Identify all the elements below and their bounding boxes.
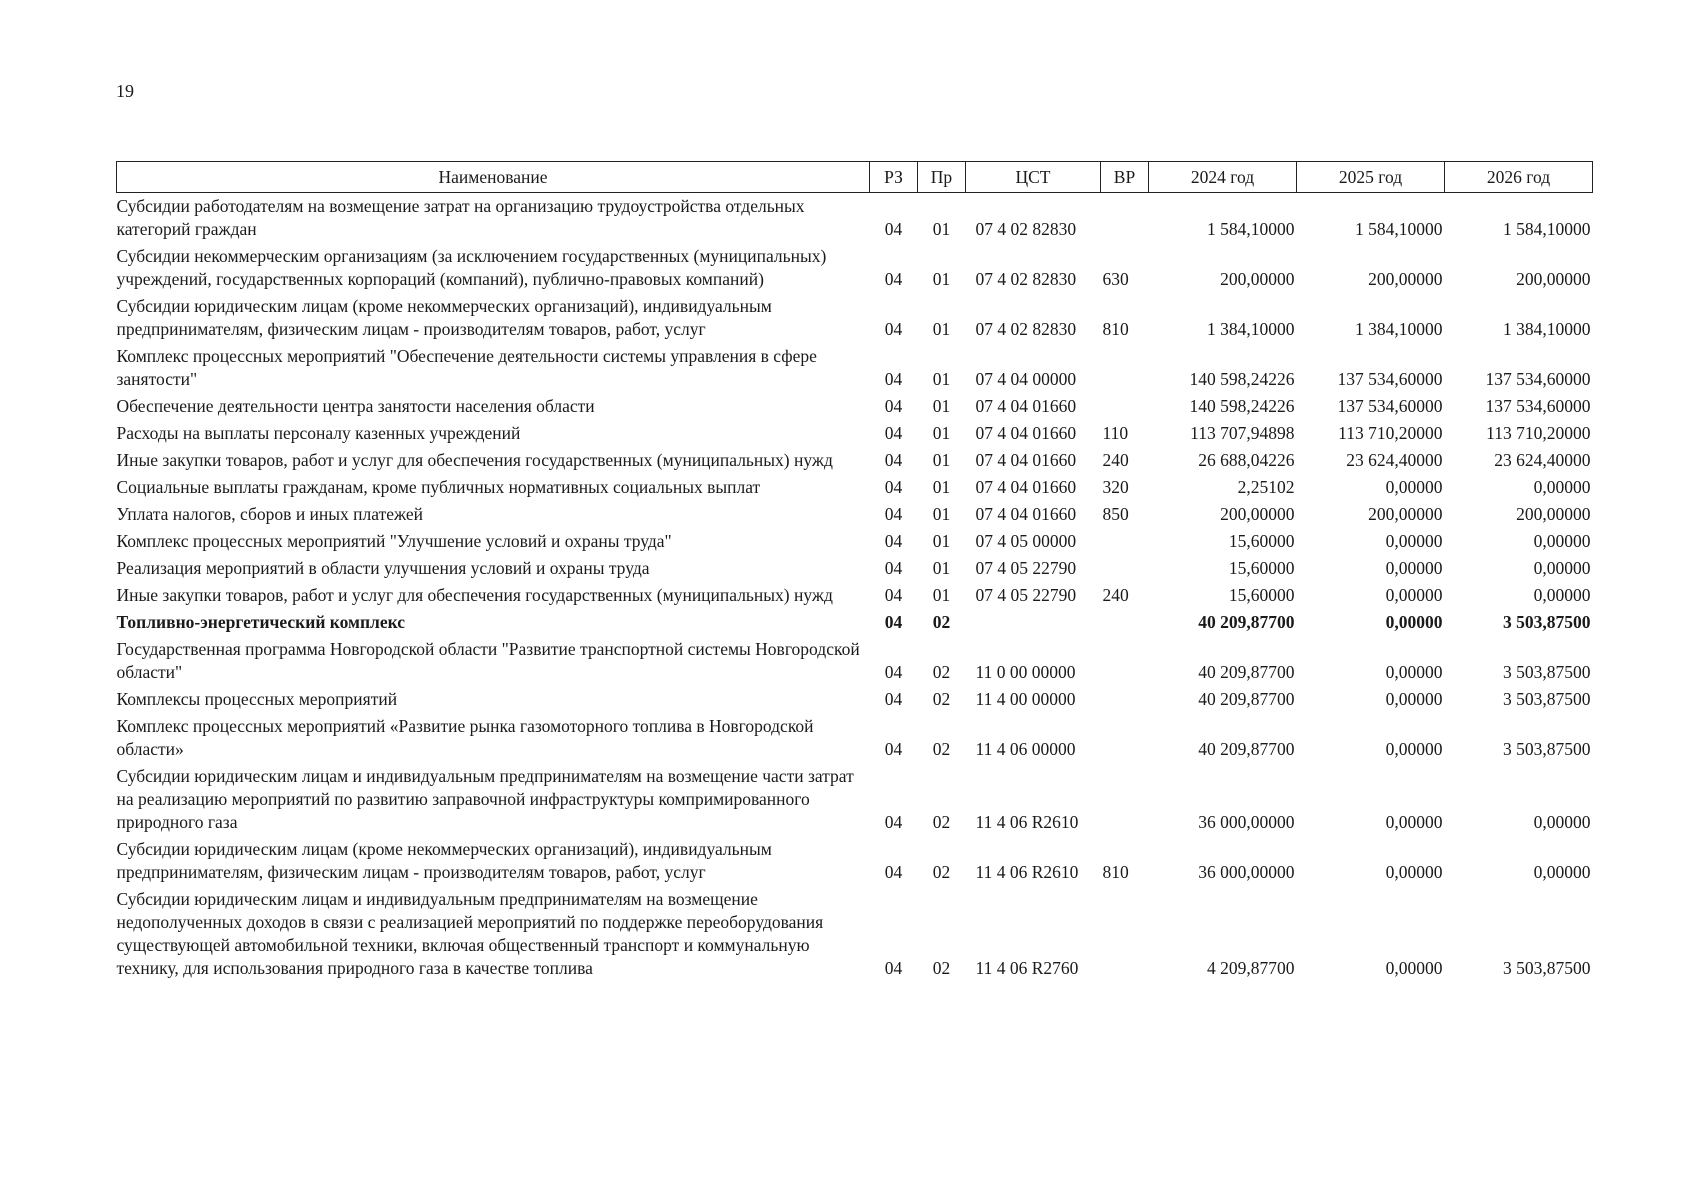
row-value-2026: 0,00000 — [1533, 862, 1591, 882]
row-rz: 04 — [884, 689, 903, 709]
header-2024: 2024 год — [1149, 162, 1297, 193]
row-value-2025: 0,00000 — [1385, 558, 1443, 578]
row-value-2024: 4 209,87700 — [1207, 958, 1295, 978]
row-rz: 04 — [884, 662, 903, 682]
table-row — [117, 243, 1593, 293]
table-row — [117, 420, 1593, 447]
row-rz: 04 — [884, 612, 903, 632]
row-rz: 04 — [884, 450, 903, 470]
row-pr: 01 — [932, 396, 951, 416]
row-pr: 01 — [932, 269, 951, 289]
row-value-2026: 0,00000 — [1533, 558, 1591, 578]
table-row — [117, 447, 1593, 474]
row-value-2026: 137 534,60000 — [1485, 369, 1591, 389]
row-value-2024: 36 000,00000 — [1198, 812, 1295, 832]
row-name: Иные закупки товаров, работ и услуг для обеспечения государственных (муниципальных) нужд — [116, 450, 833, 470]
row-value-2025: 0,00000 — [1385, 812, 1443, 832]
row-value-2025: 23 624,40000 — [1346, 450, 1443, 470]
row-name: Субсидии юридическим лицам и индивидуальным предпринимателям на возмещение недополученных доходов в связи с реализацией мероприятий по поддержке переоборудования существующей автомобильной техники, включая общественный транспорт и коммунальную технику, для использования природного газа в качестве топлива — [116, 889, 824, 978]
row-name: Субсидии юридическим лицам и индивидуальным предпринимателям на возмещение части затрат на реализацию мероприятий по развитию заправочной инфраструктуры компримированного природного газа — [116, 766, 854, 832]
row-vr: 110 — [1102, 423, 1129, 443]
row-pr: 01 — [932, 369, 951, 389]
table-header — [117, 162, 1593, 193]
row-value-2026: 3 503,87500 — [1503, 689, 1591, 709]
header-vr: ВР — [1101, 162, 1149, 193]
row-vr: 630 — [1102, 269, 1129, 289]
row-value-2024: 40 209,87700 — [1198, 612, 1295, 632]
row-cst: 11 0 00 00000 — [975, 662, 1076, 682]
header-name: Наименование — [117, 162, 870, 193]
row-value-2026: 3 503,87500 — [1503, 662, 1591, 682]
header-cst: ЦСТ — [966, 162, 1101, 193]
row-rz: 04 — [884, 369, 903, 389]
row-pr: 02 — [932, 662, 951, 682]
row-vr — [1101, 686, 1149, 713]
row-value-2025: 137 534,60000 — [1337, 396, 1443, 416]
row-cst: 11 4 06 00000 — [975, 739, 1076, 759]
row-pr: 01 — [932, 558, 951, 578]
row-cst — [966, 609, 1101, 636]
row-value-2026: 0,00000 — [1533, 585, 1591, 605]
row-cst: 07 4 02 82830 — [975, 219, 1077, 239]
table-row — [117, 393, 1593, 420]
row-name: Субсидии работодателям на возмещение затрат на организацию трудоустройства отдельных категорий граждан — [116, 196, 805, 239]
table-row — [117, 886, 1593, 982]
row-pr: 01 — [932, 477, 951, 497]
header-2025: 2025 год — [1297, 162, 1445, 193]
table-row — [117, 713, 1593, 763]
row-pr: 02 — [932, 612, 951, 632]
row-vr — [1101, 886, 1149, 982]
row-value-2025: 200,00000 — [1368, 504, 1443, 524]
table-row — [117, 763, 1593, 836]
row-rz: 04 — [884, 219, 903, 239]
row-name: Иные закупки товаров, работ и услуг для обеспечения государственных (муниципальных) нужд — [116, 585, 833, 605]
row-vr — [1101, 636, 1149, 686]
row-value-2024: 40 209,87700 — [1198, 739, 1295, 759]
row-cst: 11 4 06 R2610 — [975, 862, 1079, 882]
row-value-2025: 0,00000 — [1385, 477, 1443, 497]
row-vr — [1101, 609, 1149, 636]
row-name: Субсидии юридическим лицам (кроме некоммерческих организаций), индивидуальным предпринимателям, физическим лицам - производителям товаров, работ, услуг — [116, 839, 772, 882]
row-name: Комплекс процессных мероприятий «Развитие рынка газомоторного топлива в Новгородской области» — [116, 716, 814, 759]
row-rz: 04 — [884, 319, 903, 339]
budget-table — [116, 161, 1593, 982]
row-name: Топливно-энергетический комплекс — [116, 612, 406, 632]
row-cst: 07 4 04 01660 — [975, 450, 1077, 470]
row-vr: 240 — [1102, 450, 1129, 470]
row-rz: 04 — [884, 739, 903, 759]
table-row — [117, 474, 1593, 501]
row-pr: 01 — [932, 504, 951, 524]
table-row — [117, 686, 1593, 713]
row-pr: 01 — [932, 219, 951, 239]
row-value-2024: 200,00000 — [1220, 269, 1295, 289]
row-value-2025: 0,00000 — [1385, 585, 1443, 605]
row-name: Субсидии юридическим лицам (кроме некоммерческих организаций), индивидуальным предпринимателям, физическим лицам - производителям товаров, работ, услуг — [116, 296, 772, 339]
row-value-2025: 0,00000 — [1385, 689, 1443, 709]
row-value-2024: 40 209,87700 — [1198, 689, 1295, 709]
row-pr: 02 — [932, 812, 951, 832]
row-value-2024: 140 598,24226 — [1189, 396, 1295, 416]
table-row — [117, 501, 1593, 528]
row-vr — [1101, 763, 1149, 836]
row-rz: 04 — [884, 269, 903, 289]
table-body — [117, 193, 1593, 983]
table-row — [117, 193, 1593, 244]
row-value-2025: 1 584,10000 — [1355, 219, 1443, 239]
row-pr: 02 — [932, 689, 951, 709]
row-value-2026: 113 710,20000 — [1486, 423, 1591, 443]
row-value-2024: 113 707,94898 — [1190, 423, 1295, 443]
row-value-2025: 137 534,60000 — [1337, 369, 1443, 389]
row-vr: 810 — [1102, 319, 1129, 339]
row-value-2025: 0,00000 — [1385, 739, 1443, 759]
row-name: Реализация мероприятий в области улучшения условий и охраны труда — [116, 558, 650, 578]
row-rz: 04 — [884, 396, 903, 416]
row-rz: 04 — [884, 862, 903, 882]
table-row — [117, 609, 1593, 636]
table-row — [117, 528, 1593, 555]
row-cst: 07 4 04 01660 — [975, 396, 1077, 416]
row-vr — [1101, 343, 1149, 393]
row-value-2026: 1 584,10000 — [1503, 219, 1591, 239]
row-value-2024: 2,25102 — [1237, 477, 1295, 497]
header-rz: РЗ — [870, 162, 918, 193]
row-value-2025: 0,00000 — [1385, 662, 1443, 682]
row-value-2025: 200,00000 — [1368, 269, 1443, 289]
row-value-2025: 0,00000 — [1385, 531, 1443, 551]
row-pr: 01 — [932, 423, 951, 443]
row-cst: 07 4 04 01660 — [975, 477, 1077, 497]
header-pr: Пр — [918, 162, 966, 193]
row-value-2026: 0,00000 — [1533, 531, 1591, 551]
row-value-2026: 200,00000 — [1516, 269, 1591, 289]
row-name: Уплата налогов, сборов и иных платежей — [116, 504, 423, 524]
row-vr — [1101, 713, 1149, 763]
row-vr — [1101, 193, 1149, 244]
row-rz: 04 — [884, 531, 903, 551]
row-pr: 01 — [932, 450, 951, 470]
row-vr — [1101, 528, 1149, 555]
row-value-2026: 137 534,60000 — [1485, 396, 1591, 416]
row-value-2026: 23 624,40000 — [1494, 450, 1591, 470]
table-row — [117, 836, 1593, 886]
row-value-2026: 3 503,87500 — [1503, 958, 1591, 978]
table-row — [117, 555, 1593, 582]
row-value-2024: 200,00000 — [1220, 504, 1295, 524]
row-pr: 01 — [932, 585, 951, 605]
row-cst: 07 4 02 82830 — [975, 269, 1077, 289]
row-rz: 04 — [884, 558, 903, 578]
row-cst: 07 4 04 00000 — [975, 369, 1077, 389]
table-row — [117, 582, 1593, 609]
row-value-2024: 15,60000 — [1228, 558, 1295, 578]
row-cst: 11 4 06 R2610 — [975, 812, 1079, 832]
row-cst: 07 4 05 00000 — [975, 531, 1077, 551]
row-value-2026: 3 503,87500 — [1503, 612, 1591, 632]
row-value-2024: 1 584,10000 — [1207, 219, 1295, 239]
header-row — [117, 162, 1593, 193]
row-name: Социальные выплаты гражданам, кроме публичных нормативных социальных выплат — [116, 477, 761, 497]
row-value-2026: 200,00000 — [1516, 504, 1591, 524]
row-rz: 04 — [884, 423, 903, 443]
row-rz: 04 — [884, 477, 903, 497]
row-name: Государственная программа Новгородской области "Развитие транспортной системы Новгородской области" — [116, 639, 860, 682]
row-rz: 04 — [884, 585, 903, 605]
row-cst: 07 4 05 22790 — [975, 558, 1077, 578]
row-name: Комплексы процессных мероприятий — [116, 689, 398, 709]
row-value-2025: 113 710,20000 — [1338, 423, 1443, 443]
table-row — [117, 343, 1593, 393]
row-value-2024: 15,60000 — [1228, 585, 1295, 605]
row-value-2025: 0,00000 — [1385, 862, 1443, 882]
row-value-2026: 3 503,87500 — [1503, 739, 1591, 759]
row-cst: 07 4 04 01660 — [975, 423, 1077, 443]
row-rz: 04 — [884, 958, 903, 978]
row-cst: 07 4 04 01660 — [975, 504, 1077, 524]
row-name: Обеспечение деятельности центра занятости населения области — [116, 396, 595, 416]
row-name: Субсидии некоммерческим организациям (за исключением государственных (муниципальных) учреждений, государственных корпораций (компаний), публично-правовых компаний) — [116, 246, 827, 289]
row-pr: 02 — [932, 739, 951, 759]
table-row — [117, 293, 1593, 343]
row-vr: 240 — [1102, 585, 1129, 605]
row-value-2026: 0,00000 — [1533, 477, 1591, 497]
row-cst: 11 4 00 00000 — [975, 689, 1076, 709]
row-rz: 04 — [884, 812, 903, 832]
row-cst: 07 4 02 82830 — [975, 319, 1077, 339]
row-name: Расходы на выплаты персоналу казенных учреждений — [116, 423, 521, 443]
row-pr: 02 — [932, 862, 951, 882]
page-number: 19 — [116, 81, 134, 101]
row-value-2025: 0,00000 — [1385, 958, 1443, 978]
row-value-2025: 0,00000 — [1385, 612, 1443, 632]
table-row — [117, 636, 1593, 686]
row-value-2024: 1 384,10000 — [1207, 319, 1295, 339]
row-vr: 810 — [1102, 862, 1129, 882]
row-vr — [1101, 555, 1149, 582]
row-vr: 320 — [1102, 477, 1129, 497]
row-value-2026: 0,00000 — [1533, 812, 1591, 832]
row-cst: 11 4 06 R2760 — [975, 958, 1079, 978]
row-rz: 04 — [884, 504, 903, 524]
header-2026: 2026 год — [1445, 162, 1593, 193]
row-value-2024: 26 688,04226 — [1198, 450, 1295, 470]
row-value-2026: 1 384,10000 — [1503, 319, 1591, 339]
row-value-2024: 15,60000 — [1228, 531, 1295, 551]
row-value-2024: 36 000,00000 — [1198, 862, 1295, 882]
row-vr: 850 — [1102, 504, 1129, 524]
row-pr: 01 — [932, 319, 951, 339]
row-name: Комплекс процессных мероприятий "Улучшение условий и охраны труда" — [116, 531, 672, 551]
row-pr: 02 — [932, 958, 951, 978]
row-value-2025: 1 384,10000 — [1355, 319, 1443, 339]
row-value-2024: 40 209,87700 — [1198, 662, 1295, 682]
row-cst: 07 4 05 22790 — [975, 585, 1077, 605]
row-name: Комплекс процессных мероприятий "Обеспечение деятельности системы управления в сфере занятости" — [116, 346, 817, 389]
row-vr — [1101, 393, 1149, 420]
row-pr: 01 — [932, 531, 951, 551]
row-value-2024: 140 598,24226 — [1189, 369, 1295, 389]
